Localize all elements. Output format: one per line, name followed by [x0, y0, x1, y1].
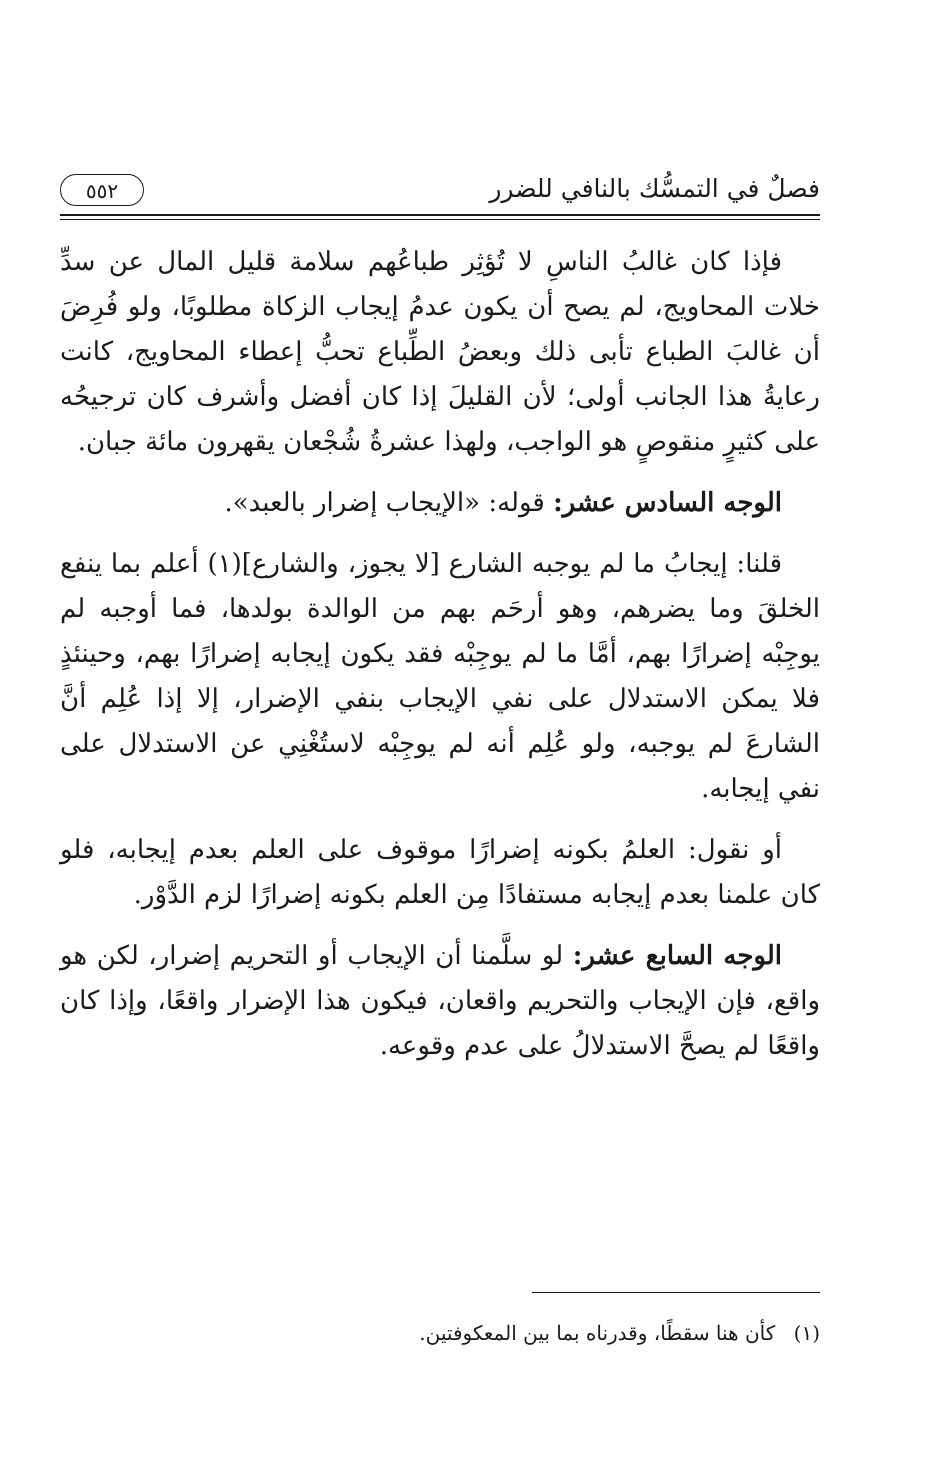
footnote-text: كأن هنا سقطًا، وقدرناه بما بين المعكوفتين. — [419, 1321, 776, 1345]
paragraph-text: فإذا كان غالبُ الناسِ لا تُؤثِر طباعُهم سلامة قليل المال عن سدِّ خلات المحاويج، لم يصح أن يكون عدمُ إيجاب الزكاة مطلوبًا، ولو فُرِضَ أن غالبَ الطباع تأبى ذلك وبعضُ الطِّباع تحبُّ إعطاء المحاويج، كانت رعايةُ هذا الجانب أولى؛ لأن القليلَ إذا كان أفضل وأشرف كان ترجيحُه على كثيرٍ منقوصٍ هو الواجب، ولهذا عشرةُ شُجْعان يقهرون مائة جبان. — [60, 247, 820, 457]
paragraph-text: قوله: «الإيجاب إضرار بالعبد». — [224, 488, 545, 518]
section-heading: الوجه السابع عشر: — [572, 941, 783, 971]
footnote — [60, 1318, 820, 1348]
section-heading: الوجه السادس عشر: — [553, 488, 782, 518]
paragraph-4 — [60, 828, 820, 918]
chapter-title: فصلٌ في التمسُّك بالنافي للضرر — [489, 174, 820, 203]
paragraph-text: لو سلَّمنا أن الإيجاب أو التحريم إضرار، لكن هو واقع، فإن الإيجاب والتحريم واقعان، فيكون هذا الإضرار واقعًا، وإذا كان واقعًا لم يصحَّ الاستدلالُ على عدم وقوعه. — [60, 941, 820, 1061]
paragraph-2 — [60, 481, 820, 526]
page-number: ٥٥٢ — [60, 174, 144, 206]
paragraph-3 — [60, 542, 820, 812]
paragraph-text: قلنا: إيجابُ ما لم يوجبه الشارع [لا يجوز، والشارع](١) أعلم بما ينفع الخلقَ وما يضرهم، وهو أرحَم بهم من الوالدة بولدها، فما أوجبه لم يوجِبْه إضرارًا بهم، أمَّا ما لم يوجِبْه فقد يكون إيجابه إضرارًا بهم، وحينئذٍ فلا يمكن الاستدلال على نفي الإيجاب بنفي الإضرار، إلا إذا عُلِم أنَّ الشارعَ لم يوجبه، ولو عُلِم أنه لم يوجِبْه لاستُغْنِي عن الاستدلال على نفي إيجابه. — [60, 549, 820, 804]
header-rule-thin — [60, 219, 820, 220]
footnote-separator — [532, 1292, 820, 1293]
footnote-marker: (١) — [793, 1321, 820, 1345]
running-header — [60, 170, 820, 212]
paragraph-text: أو نقول: العلمُ بكونه إضرارًا موقوف على العلم بعدم إيجابه، فلو كان علمنا بعدم إيجابه مستفادًا مِن العلم بكونه إضرارًا لزم الدَّوْر. — [60, 835, 820, 910]
main-text — [60, 240, 820, 1069]
paragraph-5 — [60, 934, 820, 1069]
header-rule-thick — [60, 214, 820, 216]
paragraph-1 — [60, 240, 820, 465]
